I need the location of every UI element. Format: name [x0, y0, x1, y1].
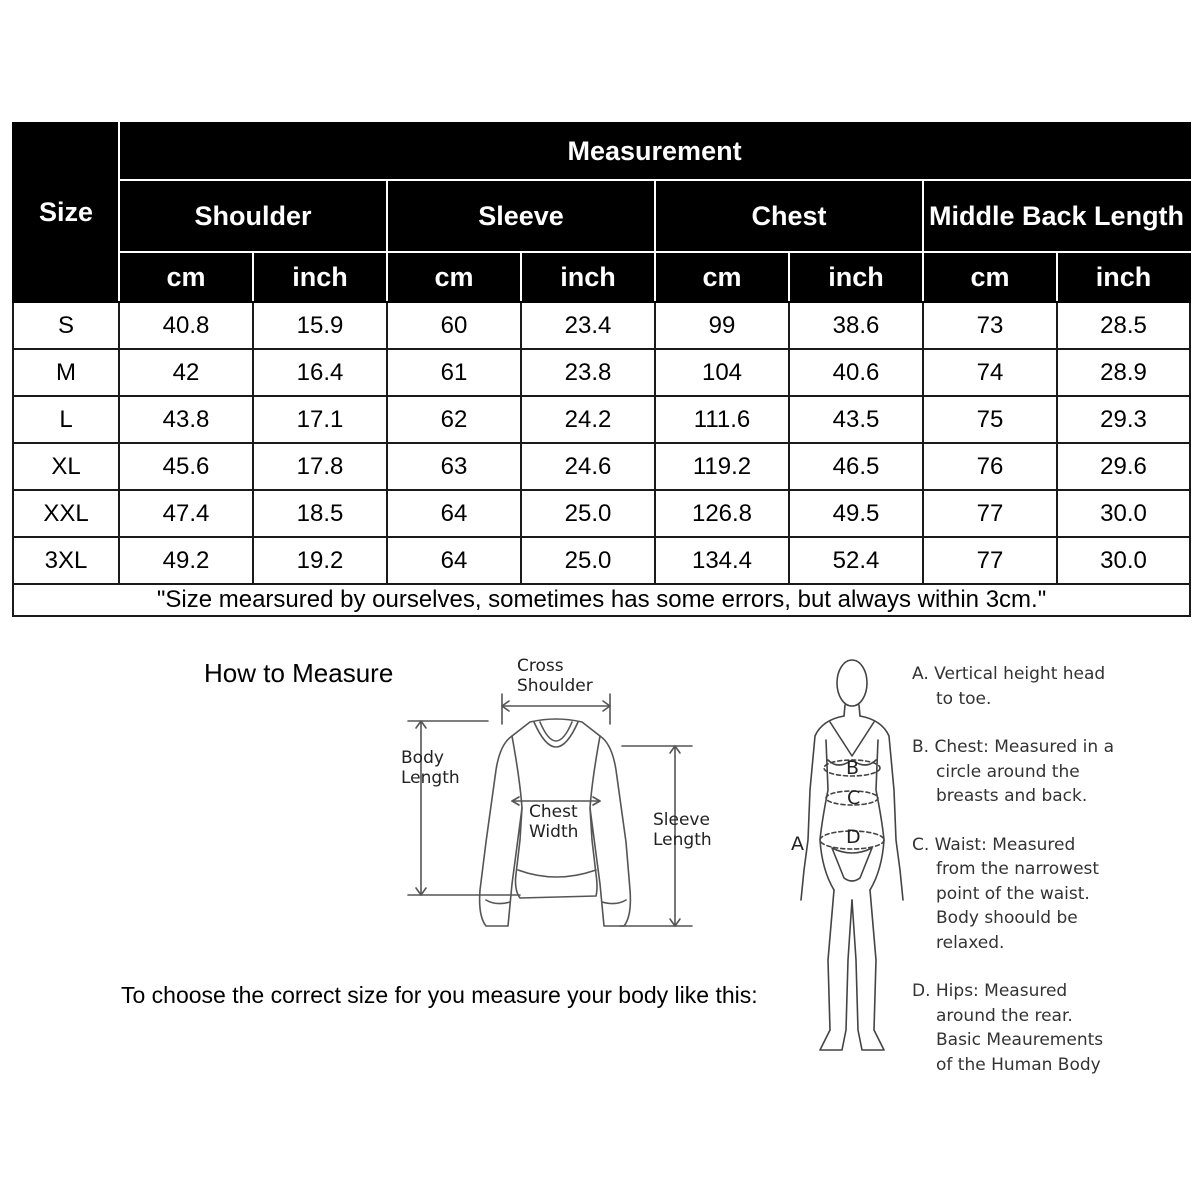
value-cell: 60: [387, 302, 521, 349]
table-row: [13, 302, 1190, 349]
definition-heading: B. Chest: Measured in a: [912, 737, 1114, 757]
definition-line: relaxed.: [936, 932, 1005, 953]
table-row: [13, 349, 1190, 396]
definition-line: of the Human Body: [936, 1054, 1101, 1075]
value-cell: 52.4: [789, 537, 923, 584]
table-row: [13, 537, 1190, 584]
unit-header: inch: [1057, 252, 1190, 302]
value-cell: 75: [923, 396, 1057, 443]
definition-item: [912, 662, 1197, 711]
size-cell: XL: [13, 443, 119, 490]
value-cell: 23.8: [521, 349, 655, 396]
definition-line: Body shoould be: [936, 908, 1078, 928]
value-cell: 40.8: [119, 302, 253, 349]
size-cell: L: [13, 396, 119, 443]
value-cell: 64: [387, 537, 521, 584]
size-cell: XXL: [13, 490, 119, 537]
value-cell: 63: [387, 443, 521, 490]
value-cell: 62: [387, 396, 521, 443]
value-cell: 30.0: [1057, 537, 1190, 584]
unit-header: cm: [119, 252, 253, 302]
definition-heading: D. Hips: Measured: [912, 981, 1068, 1001]
definition-heading: C. Waist: Measured: [912, 834, 1076, 855]
definition-line: breasts and back.: [936, 786, 1088, 806]
unit-header: inch: [253, 252, 387, 302]
definition-line: Basic Meaurements: [936, 1030, 1104, 1050]
human-body-diagram: [790, 650, 910, 1080]
value-cell: 25.0: [521, 490, 655, 537]
value-cell: 24.2: [521, 396, 655, 443]
value-cell: 64: [387, 490, 521, 537]
group-header-shoulder: Shoulder: [119, 180, 387, 252]
value-cell: 18.5: [253, 490, 387, 537]
value-cell: 76: [923, 443, 1057, 490]
head-shape: [837, 660, 867, 706]
body-length-label: Body Length: [401, 748, 460, 788]
chest-width-label: Chest Width: [529, 802, 579, 842]
group-header-chest: Chest: [655, 180, 923, 252]
value-cell: 29.6: [1057, 443, 1190, 490]
value-cell: 46.5: [789, 443, 923, 490]
value-cell: 16.4: [253, 349, 387, 396]
value-cell: 126.8: [655, 490, 789, 537]
body-label-b: B: [846, 757, 860, 779]
value-cell: 73: [923, 302, 1057, 349]
measurement-definitions: [912, 662, 1197, 1101]
value-cell: 77: [923, 490, 1057, 537]
table-row: [13, 490, 1190, 537]
value-cell: 77: [923, 537, 1057, 584]
value-cell: 119.2: [655, 443, 789, 490]
unit-header: cm: [923, 252, 1057, 302]
value-cell: 61: [387, 349, 521, 396]
value-cell: 111.6: [655, 396, 789, 443]
size-column-header: Size: [13, 123, 119, 302]
size-cell: M: [13, 349, 119, 396]
unit-header: cm: [387, 252, 521, 302]
definition-line: around the rear.: [936, 1005, 1073, 1026]
value-cell: 99: [655, 302, 789, 349]
body-label-a: A: [791, 833, 804, 855]
unit-header: cm: [655, 252, 789, 302]
body-label-c: C: [847, 787, 861, 809]
value-cell: 23.4: [521, 302, 655, 349]
how-to-measure-title: How to Measure: [204, 658, 394, 688]
value-cell: 17.1: [253, 396, 387, 443]
value-cell: 104: [655, 349, 789, 396]
value-cell: 30.0: [1057, 490, 1190, 537]
group-header-middle-back-length: Middle Back Length: [923, 180, 1190, 252]
size-table-body: [13, 302, 1190, 584]
measurement-header: Measurement: [119, 123, 1190, 180]
body-label-d: D: [846, 826, 861, 848]
definition-heading: A. Vertical height head: [912, 664, 1106, 684]
definition-item: [912, 979, 1197, 1077]
definition-line: circle around the: [936, 761, 1080, 782]
value-cell: 15.9: [253, 302, 387, 349]
group-header-sleeve: Sleeve: [387, 180, 655, 252]
value-cell: 49.5: [789, 490, 923, 537]
value-cell: 24.6: [521, 443, 655, 490]
value-cell: 42: [119, 349, 253, 396]
unit-header: inch: [789, 252, 923, 302]
value-cell: 28.9: [1057, 349, 1190, 396]
definition-line: to toe.: [936, 688, 992, 709]
value-cell: 43.5: [789, 396, 923, 443]
value-cell: 25.0: [521, 537, 655, 584]
definition-item: [912, 735, 1197, 809]
value-cell: 28.5: [1057, 302, 1190, 349]
table-row: [13, 396, 1190, 443]
table-row: [13, 443, 1190, 490]
value-cell: 49.2: [119, 537, 253, 584]
definition-item: [912, 833, 1197, 956]
value-cell: 45.6: [119, 443, 253, 490]
value-cell: 43.8: [119, 396, 253, 443]
value-cell: 40.6: [789, 349, 923, 396]
value-cell: 29.3: [1057, 396, 1190, 443]
value-cell: 74: [923, 349, 1057, 396]
value-cell: 17.8: [253, 443, 387, 490]
value-cell: 19.2: [253, 537, 387, 584]
cross-shoulder-label: Cross Shoulder: [517, 656, 593, 696]
value-cell: 47.4: [119, 490, 253, 537]
definition-line: point of the waist.: [936, 883, 1090, 904]
value-cell: 134.4: [655, 537, 789, 584]
definition-line: from the narrowest: [936, 859, 1100, 879]
size-chart-table: [12, 122, 1191, 617]
unit-header: inch: [521, 252, 655, 302]
size-cell: 3XL: [13, 537, 119, 584]
value-cell: 38.6: [789, 302, 923, 349]
size-disclaimer-note: "Size mearsured by ourselves, sometimes has some errors, but always within 3cm.": [13, 584, 1190, 616]
measure-instruction: To choose the correct size for you measure your body like this:: [121, 982, 758, 1008]
size-cell: S: [13, 302, 119, 349]
sleeve-length-label: Sleeve Length: [653, 810, 712, 850]
